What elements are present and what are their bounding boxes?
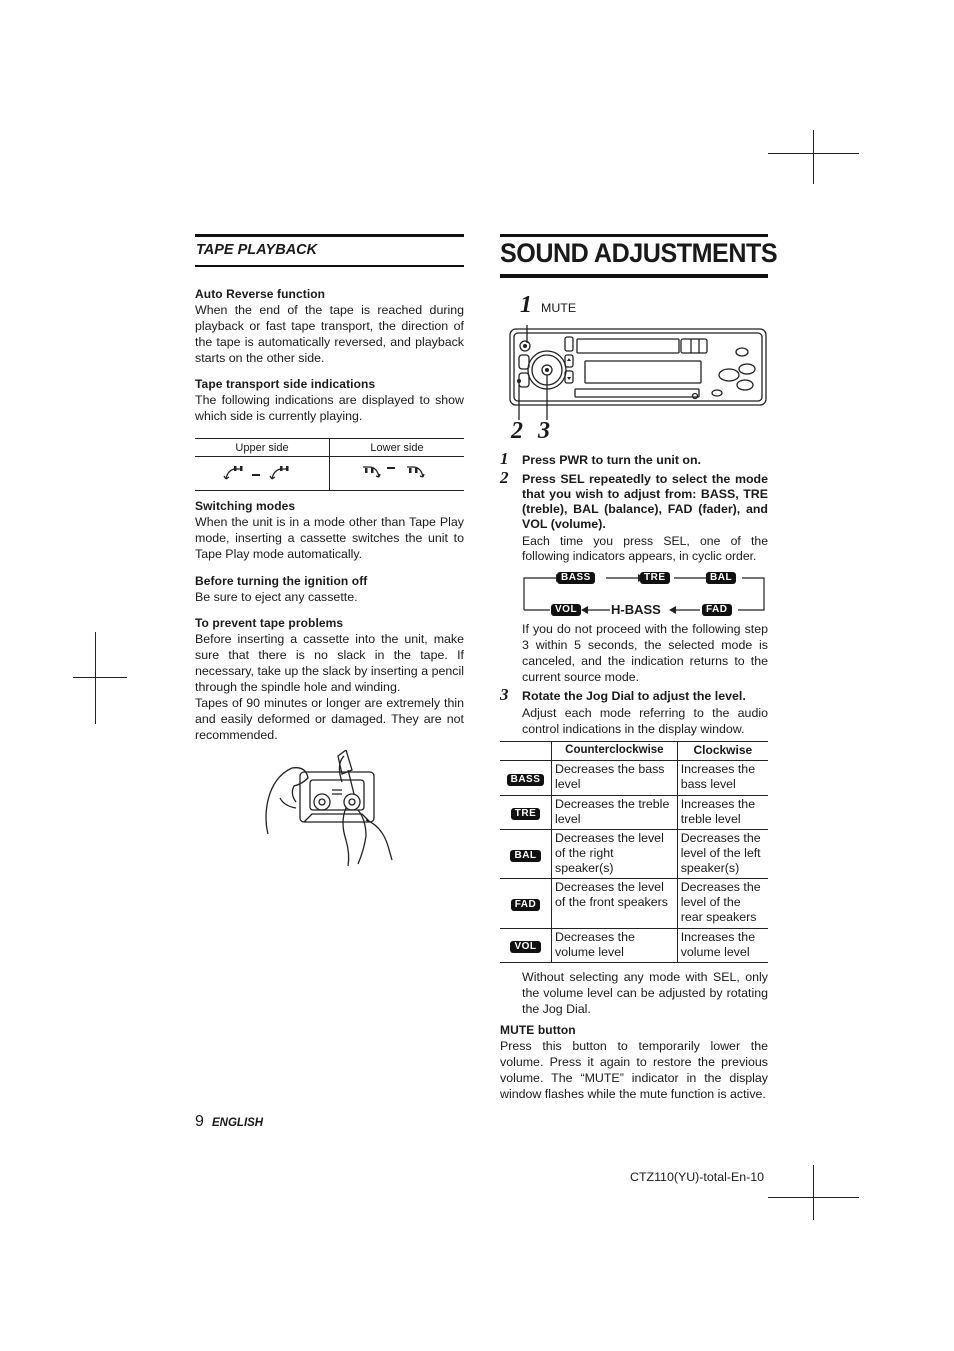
prevent-heading: To prevent tape problems xyxy=(195,616,344,630)
indicator-bal: BAL xyxy=(706,572,736,584)
language-label: ENGLISH xyxy=(212,1117,264,1129)
step-2-note-2: If you do not proceed with the following step 3 within 5 seconds, the selected mode is canceled, and the indication returns to the current source mode. xyxy=(522,622,768,684)
mute-label: MUTE xyxy=(541,301,577,315)
row-label-fad: FAD xyxy=(511,899,541,911)
switching-text: When the unit is in a mode other than Tape Play mode, inserting a cassette switches the unit to Tape Play mode automatically. xyxy=(195,515,464,561)
cell-cw: Increases the volume level xyxy=(677,929,768,963)
document-code: CTZ110(YU)-total-En-10 xyxy=(630,1170,765,1184)
table-row xyxy=(500,761,768,796)
indicator-hbass: H-BASS xyxy=(611,602,661,617)
row-label-vol: VOL xyxy=(510,941,540,953)
auto-reverse-text: When the end of the tape is reached during playback or fast tape transport, the direction of the tape is automatically reversed, and playback starts on the other side. xyxy=(195,303,464,365)
transport-block xyxy=(195,377,464,424)
mute-heading: MUTE button xyxy=(500,1023,576,1037)
prevent-block xyxy=(195,616,464,743)
transport-text: The following indications are displayed to show which side is currently playing. xyxy=(195,393,464,423)
cell-cw: Increases the treble level xyxy=(677,796,768,830)
page-number: 9 xyxy=(195,1113,204,1130)
cassette-pencil-illustration xyxy=(262,750,398,868)
cell-ccw: Decreases the level of the front speakers xyxy=(552,879,678,929)
indicator-vol: VOL xyxy=(551,604,581,616)
after-table-note: Without selecting any mode with SEL, only the volume level can be adjusted by rotating the Jog Dial. xyxy=(522,970,768,1016)
cell-cw: Decreases the level of the rear speakers xyxy=(677,879,768,929)
table-row xyxy=(500,830,768,879)
switching-block xyxy=(195,499,464,562)
ignition-block xyxy=(195,574,464,605)
section-title: TAPE PLAYBACK xyxy=(196,242,318,258)
side-indication-table xyxy=(195,438,464,491)
adjustment-table xyxy=(500,741,768,963)
table-row xyxy=(500,879,768,929)
table-corner xyxy=(500,742,552,761)
indicator-tre: TRE xyxy=(640,572,670,584)
callout-step-1: 1 xyxy=(520,292,532,318)
step-1-text: Press PWR to turn the unit on. xyxy=(522,453,701,467)
indicator-bass: BASS xyxy=(557,572,595,584)
crop-mark xyxy=(813,1165,814,1220)
step-2-number: 2 xyxy=(500,468,509,487)
table-row xyxy=(500,796,768,830)
title-rule-bottom xyxy=(500,274,768,278)
step-3-note-1: Adjust each mode referring to the audio control indications in the display window. xyxy=(522,706,768,736)
mute-text: Press this button to temporarily lower the volume. Press it again to restore the previous volume. The “MUTE” indicator in the display window flashes while the mute function is active. xyxy=(500,1039,768,1101)
crop-mark xyxy=(813,130,814,184)
table-row xyxy=(500,929,768,963)
upper-side-indicator xyxy=(195,457,330,491)
row-label-tre: TRE xyxy=(511,808,541,820)
page-title: SOUND ADJUSTMENTS xyxy=(500,238,778,268)
cell-ccw: Decreases the bass level xyxy=(552,761,678,796)
cell-ccw: Decreases the volume level xyxy=(552,929,678,963)
crop-mark xyxy=(768,1197,859,1198)
callout-step-2: 2 xyxy=(511,418,523,444)
switching-heading: Switching modes xyxy=(195,499,296,513)
cell-cw: Decreases the level of the left speaker(s) xyxy=(677,830,768,879)
section-rule-top xyxy=(195,234,464,237)
crop-mark xyxy=(768,153,859,154)
auto-reverse-block xyxy=(195,287,464,366)
upper-side-header: Upper side xyxy=(195,439,330,457)
header-clockwise: Clockwise xyxy=(677,742,768,761)
crop-mark xyxy=(95,632,96,724)
step-2-text: Press SEL repeatedly to select the mode that you wish to adjust from: BASS, TRE (treble), BAL (balance), FAD (fader), and VOL (volume). xyxy=(522,472,768,531)
tape-upper-side-icon xyxy=(222,459,302,485)
head-unit-diagram xyxy=(505,315,770,423)
ignition-heading: Before turning the ignition off xyxy=(195,574,368,588)
indicator-fad: FAD xyxy=(702,604,732,616)
row-label-bal: BAL xyxy=(510,850,540,862)
prevent-text-1: Before inserting a cassette into the unit, make sure that there is no slack in the tape. If necessary, take up the slack by inserting a pencil through the spindle hole and winding. xyxy=(195,632,464,694)
row-label-bass: BASS xyxy=(507,774,545,786)
step-1-number: 1 xyxy=(500,449,509,468)
auto-reverse-heading: Auto Reverse function xyxy=(195,287,326,301)
prevent-text-2: Tapes of 90 minutes or longer are extremely thin and easily deformed or damaged. They are not recommended. xyxy=(195,696,464,742)
crop-mark xyxy=(73,677,127,678)
cell-ccw: Decreases the treble level xyxy=(552,796,678,830)
cell-ccw: Decreases the level of the right speaker(s) xyxy=(552,830,678,879)
callout-step-3: 3 xyxy=(538,418,550,444)
section-rule-bottom xyxy=(195,265,464,267)
step-3-number: 3 xyxy=(500,685,509,704)
cell-cw: Increases the bass level xyxy=(677,761,768,796)
tape-lower-side-icon xyxy=(357,459,437,485)
step-3-text: Rotate the Jog Dial to adjust the level. xyxy=(522,689,746,703)
step-2-note-1: Each time you press SEL, one of the following indicators appears, in cyclic order. xyxy=(522,534,768,563)
mute-block xyxy=(500,1023,768,1102)
transport-heading: Tape transport side indications xyxy=(195,377,376,391)
header-counterclockwise: Counterclockwise xyxy=(552,742,678,761)
title-rule-top xyxy=(500,234,768,237)
ignition-text: Be sure to eject any cassette. xyxy=(195,590,358,604)
lower-side-indicator xyxy=(330,457,465,491)
lower-side-header: Lower side xyxy=(330,439,465,457)
